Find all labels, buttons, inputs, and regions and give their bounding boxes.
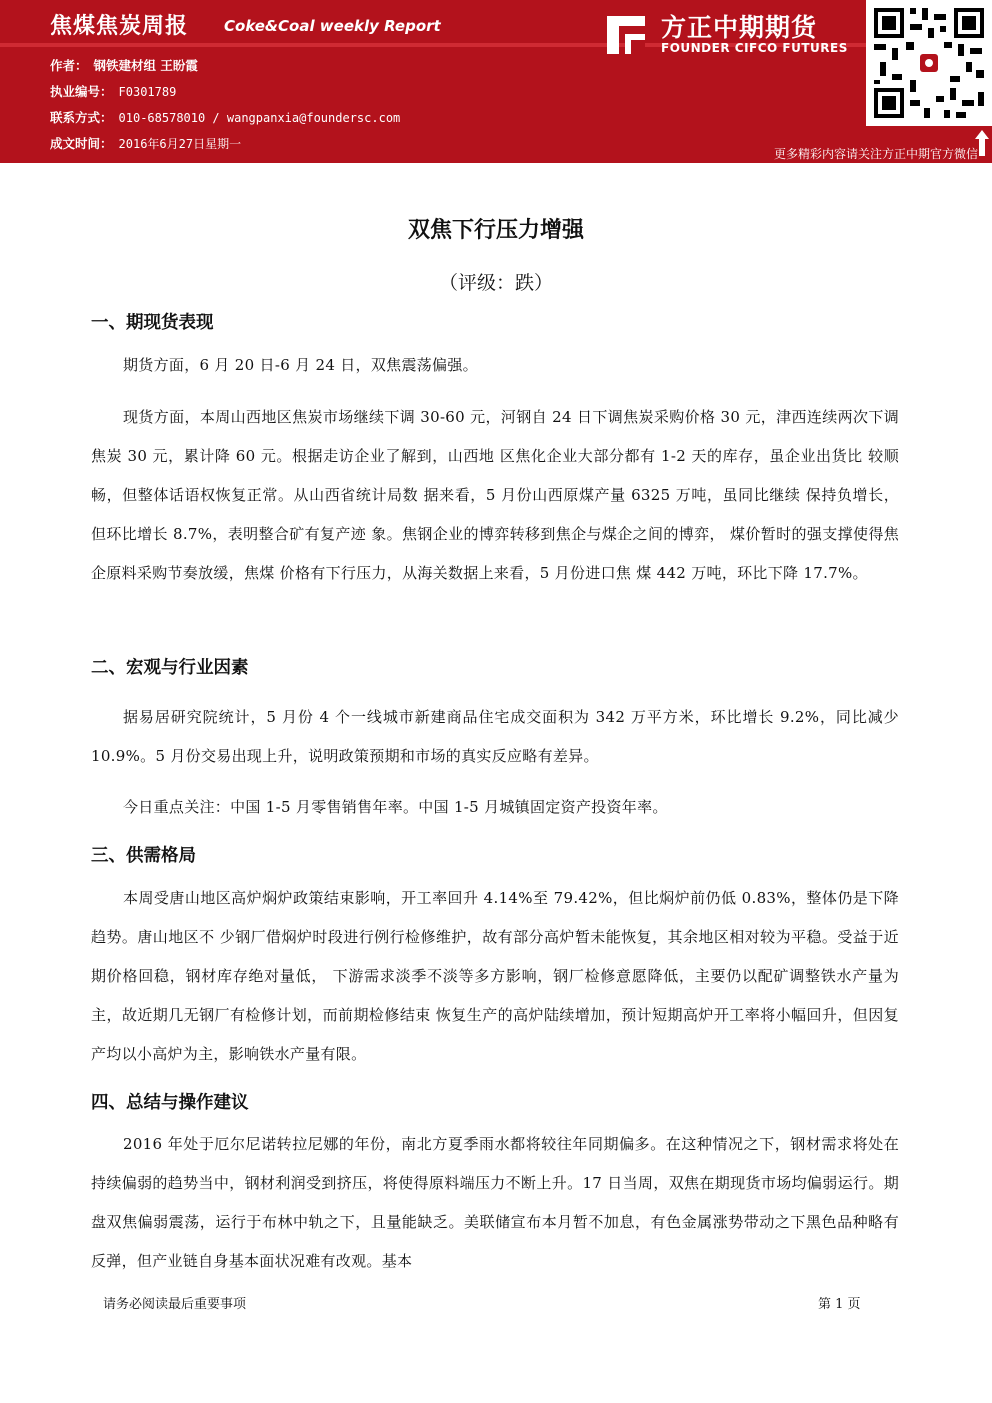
meta-contact bbox=[50, 108, 400, 126]
footer-page-number: 第 1 页 bbox=[818, 1297, 861, 1312]
paragraph: 本周受唐山地区高炉焖炉政策结束影响，开工率回升 4.14%至 79.42%，但比焖炉前仍低 0.83%，整体仍是下降趋势。唐山地区不 少钢厂借焖炉时段进行例行检修维护，故有部分高炉暂未能恢复，其余地区相对较为平稳。受益于近期价格回稳，钢材库存绝对量低， 下游需求淡季不淡等多方影响，钢厂检修意愿降低，主要仍以配矿调整铁水产量为主，故近期几无钢厂有检修计划，而前期检修结束 恢复生产的高炉陆续增加，预计短期高炉开工率将小幅回升，但因复产均以小高炉为主，影响铁水产量有限。 bbox=[91, 889, 899, 1063]
report-series-title: 焦煤焦炭周报 bbox=[50, 14, 189, 39]
report-series-subtitle: Coke&Coal weekly Report bbox=[224, 17, 441, 35]
meta-value: 010-68578010 / wangpanxia@foundersc.com bbox=[118, 111, 401, 125]
section-heading: 一、期现货表现 bbox=[91, 313, 214, 333]
meta-label: 联系方式： bbox=[50, 110, 113, 125]
meta-license bbox=[50, 82, 176, 100]
meta-value: 2016年6月27日星期一 bbox=[118, 137, 242, 151]
meta-value: F0301789 bbox=[118, 85, 177, 99]
meta-label: 成文时间： bbox=[50, 136, 113, 151]
paragraph: 现货方面，本周山西地区焦炭市场继续下调 30-60 元，河钢自 24 日下调焦炭采购价格 30 元，津西连续两次下调焦炭 30 元，累计降 60 元。根据走访企业了解到，山西地 区焦化企业大部分都有 1-2 天的库存，虽企业出货比 较顺畅，但整体话语权恢复正常。从山西省统计局数 据来看，5 月份山西原煤产量 6325 万吨，虽同比继续 保持负增长，但环比增长 8.7%，表明整合矿有复产迹 象。焦钢企业的博弈转移到焦企与煤企之间的博弈， 煤价暂时的强支撑使得焦企原料采购节奏放缓，焦煤 价格有下行压力，从海关数据上来看，5 月份进口焦 煤 442 万吨，环比下降 17.7%。 bbox=[91, 408, 899, 582]
meta-label: 作者： bbox=[50, 58, 88, 73]
company-name-cn: 方正中期期货 bbox=[661, 13, 818, 42]
section-heading: 三、供需格局 bbox=[91, 846, 196, 866]
qr-code-icon bbox=[866, 0, 992, 126]
company-logo-icon bbox=[603, 12, 649, 58]
meta-date bbox=[50, 134, 241, 152]
footer-disclaimer: 请务必阅读最后重要事项 bbox=[103, 1297, 247, 1312]
paragraph: 今日重点关注：中国 1-5 月零售销售年率。中国 1-5 月城镇固定资产投资年率。 bbox=[123, 798, 668, 816]
report-title: 双焦下行压力增强 bbox=[407, 218, 584, 243]
paragraph: 2016 年处于厄尔尼诺转拉尼娜的年份，南北方夏季雨水都将较往年同期偏多。在这种情况之下，钢材需求将处在持续偏弱的趋势当中，钢材利润受到挤压，将使得原料端压力不断上升。17 日当周，双焦在期现货市场均偏弱运行。期盘双焦偏弱震荡，运行于布林中轨之下，且量能缺乏。美联储宣布本月暂不加息，有色金属涨势带动之下黑色品种略有反弹，但产业链自身基本面状况难有改观。基本 bbox=[91, 1135, 899, 1270]
header-banner bbox=[0, 0, 992, 163]
paragraph: 期货方面，6 月 20 日-6 月 24 日，双焦震荡偏强。 bbox=[123, 356, 478, 374]
report-rating: （评级：跌） bbox=[438, 272, 553, 294]
meta-value: 钢铁建材组 王盼霞 bbox=[93, 58, 198, 73]
paragraph: 据易居研究院统计，5 月份 4 个一线城市新建商品住宅成交面积为 342 万平方米，环比增长 9.2%，同比减少 10.9%。5 月份交易出现上升，说明政策预期和市场的真实反应略有差异。 bbox=[91, 708, 899, 765]
meta-label: 执业编号： bbox=[50, 84, 113, 99]
meta-author bbox=[50, 56, 198, 74]
section-heading: 二、宏观与行业因素 bbox=[91, 658, 249, 678]
company-logo bbox=[603, 8, 859, 58]
wechat-follow-note: 更多精彩内容请关注方正中期官方微信 bbox=[773, 147, 978, 161]
company-name-en: FOUNDER CIFCO FUTURES bbox=[661, 41, 848, 55]
section-heading: 四、总结与操作建议 bbox=[91, 1093, 249, 1113]
